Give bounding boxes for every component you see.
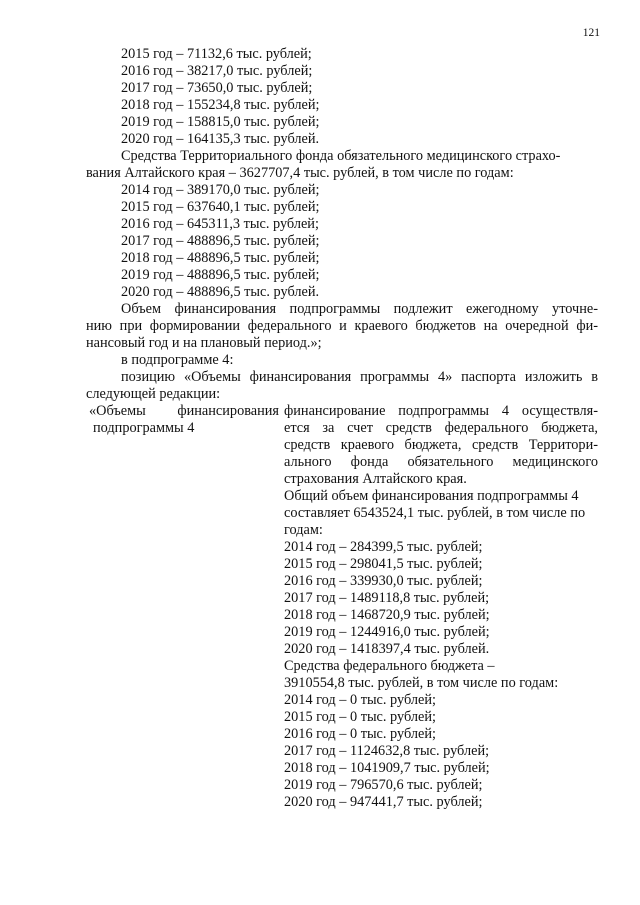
cell-line: страхования Алтайского края. (284, 471, 467, 487)
page-number: 121 (582, 27, 600, 39)
cell-line: финансирование подпрограммы 4 осуществля- (284, 403, 598, 419)
list-item: 2019 год – 158815,0 тыс. рублей; (121, 114, 320, 130)
list-item: 2016 год – 645311,3 тыс. рублей; (121, 216, 319, 232)
list-item: 2017 год – 1124632,8 тыс. рублей; (284, 743, 490, 759)
tfoms-year-list (86, 182, 598, 301)
table-label-line: «Объемы финансирования (89, 403, 279, 419)
paragraph-line: вания Алтайского края – 3627707,4 тыс. рублей, в том числе по годам: (86, 165, 514, 181)
list-item: 2015 год – 298041,5 тыс. рублей; (284, 556, 483, 572)
cell-line: годам: (284, 522, 323, 538)
cell-line: составляет 6543524,1 тыс. рублей, в том числе по (284, 505, 586, 521)
list-item: 2015 год – 71132,6 тыс. рублей; (121, 46, 312, 62)
list-item: 2015 год – 0 тыс. рублей; (284, 709, 436, 725)
total-year-list (284, 539, 598, 658)
list-item: 2020 год – 947441,7 тыс. рублей; (284, 794, 483, 810)
cell-line: Общий объем финансирования подпрограммы 4 (284, 488, 579, 504)
cell-line: 3910554,8 тыс. рублей, в том числе по годам: (284, 675, 559, 691)
list-item: 2014 год – 389170,0 тыс. рублей; (121, 182, 320, 198)
list-item: 2017 год – 73650,0 тыс. рублей; (121, 80, 313, 96)
list-item: 2018 год – 488896,5 тыс. рублей; (121, 250, 320, 266)
list-item: 2015 год – 637640,1 тыс. рублей; (121, 199, 320, 215)
cell-line: ется за счет средств федерального бюджета, (284, 420, 598, 436)
federal-funding (284, 658, 598, 692)
document-body (86, 46, 598, 833)
list-item: 2020 год – 164135,3 тыс. рублей. (121, 131, 320, 147)
list-item: 2018 год – 155234,8 тыс. рублей; (121, 97, 320, 113)
federal-year-list (284, 692, 598, 811)
cell-line: средств краевого бюджета, средств Территори- (284, 437, 598, 453)
top-year-list (86, 46, 598, 148)
position-paragraph (86, 369, 598, 403)
list-item: 2019 год – 796570,6 тыс. рублей; (284, 777, 483, 793)
list-item: 2018 год – 1468720,9 тыс. рублей; (284, 607, 490, 623)
paragraph-line: Объем финансирования подпрограммы подлежит ежегодному уточне- (121, 301, 598, 317)
list-item: 2017 год – 1489118,8 тыс. рублей; (284, 590, 490, 606)
list-item: 2016 год – 38217,0 тыс. рублей; (121, 63, 313, 79)
paragraph-line: позицию «Объемы финансирования программы 4» паспорта изложить в (121, 369, 598, 385)
list-item: 2020 год – 1418397,4 тыс. рублей. (284, 641, 490, 657)
paragraph-line: следующей редакции: (86, 386, 221, 402)
funding-intro (284, 403, 598, 488)
list-item: 2016 год – 0 тыс. рублей; (284, 726, 436, 742)
total-funding (284, 488, 598, 539)
tfoms-paragraph (86, 148, 598, 182)
list-item: 2014 год – 284399,5 тыс. рублей; (284, 539, 483, 555)
cell-line: Средства федерального бюджета – (284, 658, 495, 674)
cell-line: ального фонда обязательного медицинского (284, 454, 598, 470)
paragraph-line: Средства Территориального фонда обязательного медицинского страхо- (121, 148, 561, 164)
list-item: 2020 год – 488896,5 тыс. рублей. (121, 284, 320, 300)
volume-paragraph (86, 301, 598, 352)
paragraph-line: нансовый год и на плановый период.»; (86, 335, 322, 351)
list-item: 2014 год – 0 тыс. рублей; (284, 692, 436, 708)
list-item: 2017 год – 488896,5 тыс. рублей; (121, 233, 320, 249)
table-label-cell (89, 403, 279, 437)
paragraph-line: нию при формировании федерального и краевого бюджетов на очередной фи- (86, 318, 598, 334)
list-item: 2018 год – 1041909,7 тыс. рублей; (284, 760, 490, 776)
table-value-cell (284, 403, 598, 811)
list-item: 2019 год – 488896,5 тыс. рублей; (121, 267, 320, 283)
subprogram-heading: в подпрограмме 4: (121, 352, 234, 368)
passport-table (86, 403, 598, 833)
list-item: 2016 год – 339930,0 тыс. рублей; (284, 573, 483, 589)
table-label-line: подпрограммы 4 (93, 420, 195, 436)
list-item: 2019 год – 1244916,0 тыс. рублей; (284, 624, 490, 640)
